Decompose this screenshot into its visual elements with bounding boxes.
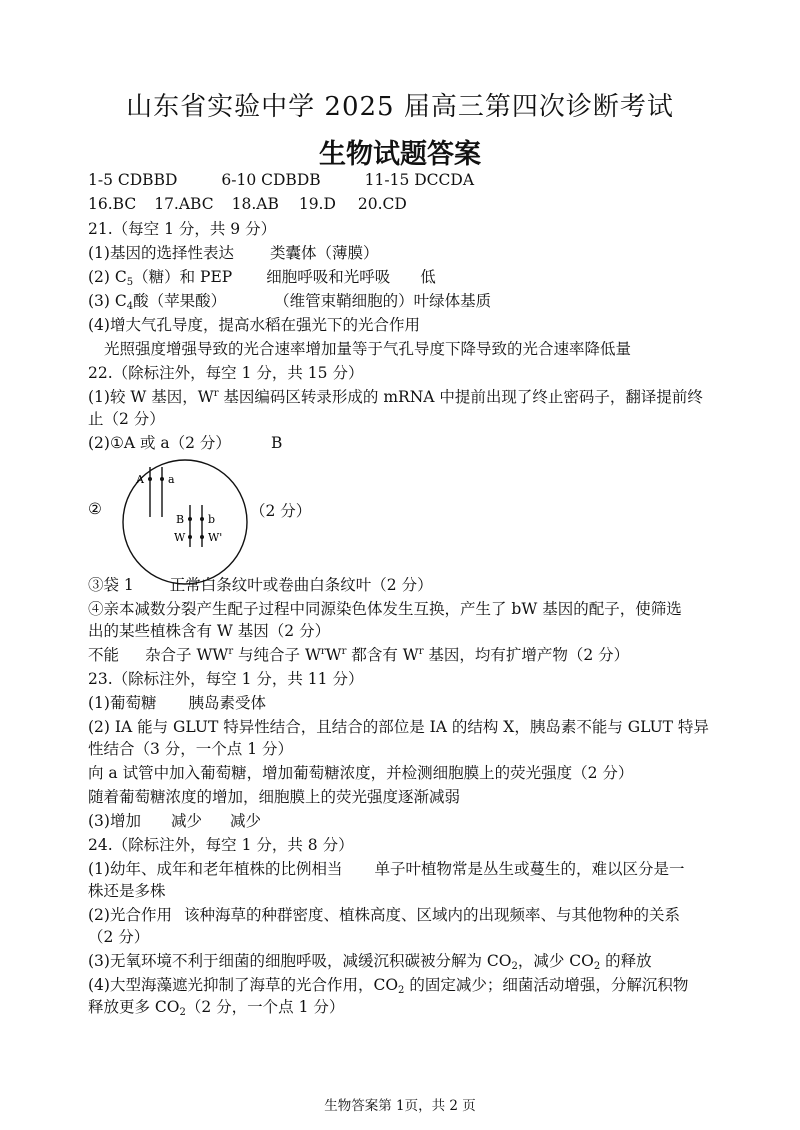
choice-20: 20.CD <box>357 195 407 213</box>
locus-a <box>160 477 164 481</box>
q24-answer-2: (2)光合作用 该种海草的种群密度、植株高度、区域内的出现频率、与其他物种的关系 <box>88 906 680 924</box>
locus-Wr <box>200 535 204 539</box>
label-W: W <box>174 531 186 544</box>
label-Wr: W' <box>208 531 223 544</box>
q23-experiment: 向 a 试管中加入葡萄糖，增加葡萄糖浓度，并检测细胞膜上的荧光强度（2 分） <box>88 764 634 782</box>
choice-17: 17.ABC <box>154 195 214 213</box>
choice-row-1 <box>88 169 728 191</box>
locus-W <box>188 535 192 539</box>
label-A: A <box>136 473 144 486</box>
page-footer: 生物答案第 1页，共 2 页 <box>324 1098 476 1114</box>
choice-16: 16.BC <box>88 195 137 213</box>
choice-1-5: 1-5 CDBBD <box>88 171 178 189</box>
q22-diagram-number: ② <box>88 500 102 518</box>
q22-answer-4-cont: 出的某些植株含有 W 基因（2 分） <box>88 622 331 640</box>
locus-b <box>200 517 204 521</box>
q22-answer-1-cont: 止（2 分） <box>88 410 165 428</box>
q23-answer-2-cont: 性结合（3 分，一个点 1 分） <box>88 740 294 758</box>
label-B: B <box>176 513 185 526</box>
q23-answer-1: (1)葡萄糖 胰岛素受体 <box>88 694 266 712</box>
q24-answer-1: (1)幼年、成年和老年植株的比例相当 单子叶植物常是丛生或蔓生的，难以区分是一 <box>88 860 685 878</box>
q21-answer-4b: 光照强度增强导致的光合速率增加量等于气孔导度下降导致的光合速率降低量 <box>104 340 632 358</box>
q22-heading: 22.（除标注外，每空 1 分，共 15 分） <box>88 364 364 382</box>
choice-19: 19.D <box>298 195 336 213</box>
locus-A <box>148 477 152 481</box>
q21-answer-4: (4)增大气孔导度，提高水稻在强光下的光合作用 <box>88 316 420 334</box>
q21-answer-1: (1)基因的选择性表达 类囊体（薄膜） <box>88 244 379 262</box>
q21-answer-3: (3) $C_4$酸（苹果酸） （维管束鞘细胞的）叶绿体基质 <box>88 292 492 312</box>
q22-answer-5: 不能 杂合子 $WW^r$ 与纯合子 $W^rW^r$ 都含有 $W^r$ 基因，均有扩增产物（2 分） <box>88 646 630 664</box>
q24-answer-2-cont: （2 分） <box>88 928 150 946</box>
q22-answer-4: ④亲本减数分裂产生配子过程中同源染色体发生互换，产生了 bW 基因的配子，使筛选 <box>88 600 682 618</box>
choice-11-15: 11-15 DCCDA <box>364 171 475 189</box>
choice-6-10: 6-10 CDBDB <box>221 171 321 189</box>
label-b: b <box>208 513 216 526</box>
q24-answer-3: (3)无氧环境不利于细菌的细胞呼吸，减缓沉积碳被分解为 $CO_2$，减少 $CO_2$ 的释放 <box>88 952 652 972</box>
q23-answer-3: (3)增加 减少 减少 <box>88 812 261 830</box>
q22-diagram-score: （2 分） <box>250 502 312 520</box>
q24-answer-4: (4)大型海藻遮光抑制了海草的光合作用，$CO_2$ 的固定减少；细菌活动增强，分解沉积物 <box>88 976 689 996</box>
q22-answer-1: (1)较 W 基因，$W^r$ 基因编码区转录形成的 mRNA 中提前出现了终止密码子，翻译提前终 <box>88 388 703 406</box>
choice-row-2 <box>88 193 728 215</box>
q24-answer-1-cont: 株还是多株 <box>88 882 166 900</box>
choice-18: 18.AB <box>231 195 279 213</box>
q23-heading: 23.（除标注外，每空 1 分，共 11 分） <box>88 670 364 688</box>
q22-answer-3: ③袋 1 正常白条纹叶或卷曲白条纹叶（2 分） <box>88 576 433 594</box>
answer-subtitle: 生物试题答案 <box>319 139 481 170</box>
cell-chromosome-diagram <box>120 457 250 587</box>
q21-answer-2: (2) $C_5$（糖）和 PEP 细胞呼吸和光呼吸 低 <box>88 268 436 288</box>
locus-B <box>188 517 192 521</box>
q21-heading: 21.（每空 1 分，共 9 分） <box>88 220 277 238</box>
q22-answer-2: (2)①A 或 a（2 分） B <box>88 434 283 452</box>
label-a: a <box>168 473 175 486</box>
q23-result: 随着葡萄糖浓度的增加，细胞膜上的荧光强度逐渐减弱 <box>88 788 461 806</box>
exam-title: 山东省实验中学 2025 届高三第四次诊断考试 <box>126 92 674 122</box>
q23-answer-2: (2) IA 能与 GLUT 特异性结合，且结合的部位是 IA 的结构 X，胰岛素不能与 GLUT 特异 <box>88 718 709 736</box>
q24-answer-4-cont: 释放更多 $CO_2(2$ 分，一个点 1 分） <box>88 998 345 1018</box>
q24-heading: 24.（除标注外，每空 1 分，共 8 分） <box>88 836 354 854</box>
